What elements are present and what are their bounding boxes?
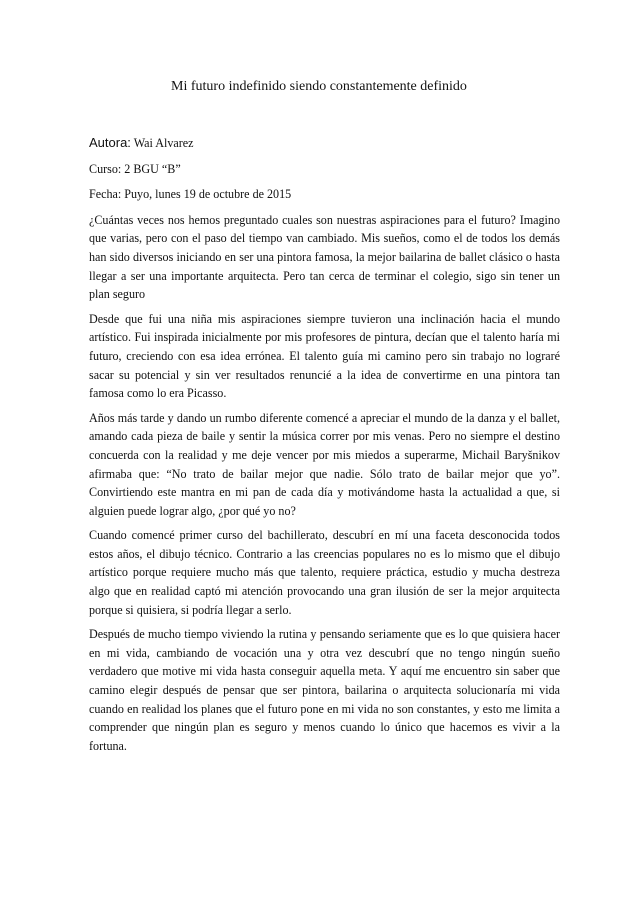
paragraph-architecture: Cuando comencé primer curso del bachillerato, descubrí en mí una faceta desconocida todos estos años, el dibujo técnico. Contrario a las creencias populares no es lo mismo que el dibujo artístico porque requiere mucho más que talento, requiere práctica, estudio y mucha destreza algo que en realidad captó mi atención provocando una gran ilusión de ser la mejor arquitecta porque si quisiera, si podría llegar a serlo. [89,528,560,617]
date-line: Fecha: Puyo, lunes 19 de octubre de 2015 [89,187,292,202]
author-name: Wai Alvarez [133,136,194,150]
paragraph-ballet: Años más tarde y dando un rumbo diferente comencé a apreciar el mundo de la danza y el ballet, amando cada pieza de baile y sentir la música correr por mis venas. Pero no siempre el destino concuerda con la realidad y me deje vencer por mis miedos a superarme, Michail Baryšnikov afirmaba que: “No trato de bailar mejor que nadie. Sólo trato de bailar mejor que yo”. Convirtiendo este mantra en mi pan de cada día y motivándome hasta la actualidad a que, si alguien puede lograr algo, ¿por qué yo no? [89,410,560,518]
document-body [89,134,560,761]
author-label: Autora: [89,135,131,150]
paragraph-intro: ¿Cuántas veces nos hemos preguntado cuales son nuestras aspiraciones para el futuro? Imagino que varias, pero con el paso del tiempo van cambiado. Mis sueños, como el de todos los demás han sido diversos iniciando en ser una pintora famosa, la mejor bailarina de ballet clásico o hasta llegar a ser una importante arquitecta. Pero tan cerca de terminar el colegio, sigo sin tener un plan seguro [89,212,560,302]
author-line [89,134,560,153]
paragraph-painting: Desde que fui una niña mis aspiraciones siempre tuvieron una inclinación hacia el mundo artístico. Fui inspirada inicialmente por mis profesores de pintura, decían que el talento haría mi futuro, creciendo con esa idea errónea. El talento guía mi camino pero sin trabajo no lograré sacar su potencial y sin ver resultados renuncié a la idea de convertirme en una pintora tan famosa como lo era Picasso. [89,311,560,401]
course-line: Curso: 2 BGU “B” [89,161,181,176]
document-title: Mi futuro indefinido siendo constantemente definido [171,79,467,94]
paragraph-conclusion: Después de mucho tiempo viviendo la rutina y pensando seriamente que es lo que quisiera hacer en mi vida, cambiando de vocación una y otra vez descubrí que no tengo ningún sueño verdadero que motive mi vida hasta conseguir aquella meta. Y aquí me encuentro sin saber que camino elegir después de pensar que ser pintora, bailarina o arquitecta solucionaría mi vida cuando en realidad los planes que el futuro pone en mi vida no son constantes, y esto me limita a comprender que ningún plan es seguro y menos cuando lo único que hacemos es vivir a la fortuna. [89,627,560,753]
